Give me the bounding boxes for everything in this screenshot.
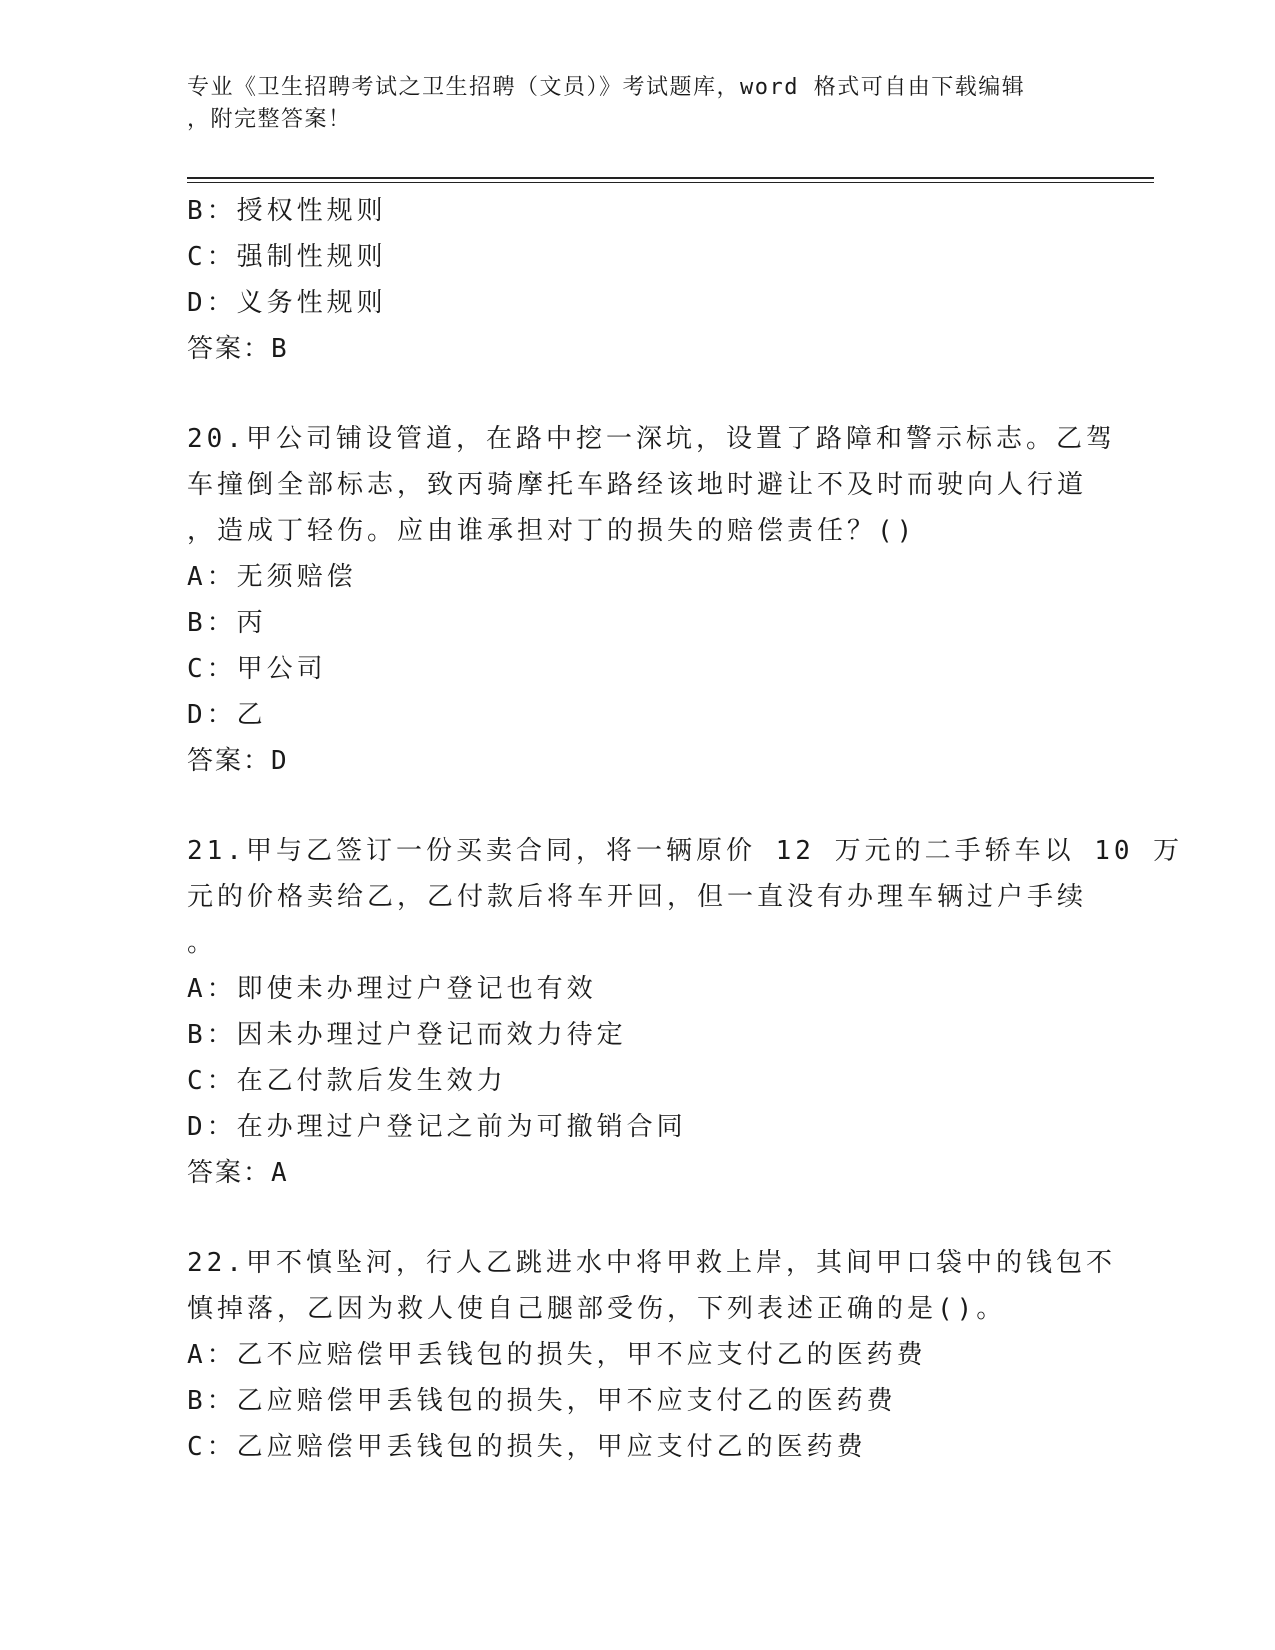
question-20 [187,416,1116,784]
option-d: D：义务性规则 [187,288,387,318]
question-19-continuation [187,188,1087,372]
option-a: A：即使未办理过户登记也有效 [187,974,597,1004]
answer-line: 答案：A [187,1158,289,1188]
spacer [187,784,1087,828]
header-divider-thin [187,182,1154,183]
option-b: B：丙 [187,608,267,638]
question-text-line: 慎掉落，乙因为救人使自己腿部受伤，下列表述正确的是()。 [187,1294,1007,1324]
header-line-2: ，附完整答案！ [187,107,352,132]
document-header [187,72,1087,136]
question-21 [187,828,1184,1196]
option-d: D：乙 [187,700,267,730]
question-text-line: 20.甲公司铺设管道，在路中挖一深坑，设置了路障和警示标志。乙驾 [187,424,1116,454]
question-text-line: ，造成丁轻伤。应由谁承担对丁的损失的赔偿责任？() [187,516,917,546]
spacer [187,372,1087,416]
answer-line: 答案：D [187,746,289,776]
question-22 [187,1240,1116,1470]
header-line-1: 专业《卫生招聘考试之卫生招聘（文员）》考试题库，word 格式可自由下载编辑 [187,75,1026,100]
option-b: B：授权性规则 [187,196,387,226]
option-b: B：因未办理过户登记而效力待定 [187,1020,627,1050]
header-divider-thick [187,177,1154,179]
option-c: C：甲公司 [187,654,327,684]
question-text-line: 21.甲与乙签订一份买卖合同，将一辆原价 12 万元的二手轿车以 10 万 [187,836,1184,866]
question-text-line: 。 [187,928,218,958]
option-a: A：乙不应赔偿甲丢钱包的损失，甲不应支付乙的医药费 [187,1340,927,1370]
answer-line: 答案：B [187,334,289,364]
question-text-line: 元的价格卖给乙，乙付款后将车开回，但一直没有办理车辆过户手续 [187,882,1088,912]
option-a: A：无须赔偿 [187,562,357,592]
option-c: C：乙应赔偿甲丢钱包的损失，甲应支付乙的医药费 [187,1432,867,1462]
question-list [187,188,1184,1470]
option-c: C：强制性规则 [187,242,387,272]
question-text-line: 车撞倒全部标志，致丙骑摩托车路经该地时避让不及时而驶向人行道 [187,470,1088,500]
question-text-line: 22.甲不慎坠河，行人乙跳进水中将甲救上岸，其间甲口袋中的钱包不 [187,1248,1116,1278]
spacer [187,1196,1087,1240]
option-d: D：在办理过户登记之前为可撤销合同 [187,1112,687,1142]
option-b: B：乙应赔偿甲丢钱包的损失，甲不应支付乙的医药费 [187,1386,897,1416]
option-c: C：在乙付款后发生效力 [187,1066,507,1096]
